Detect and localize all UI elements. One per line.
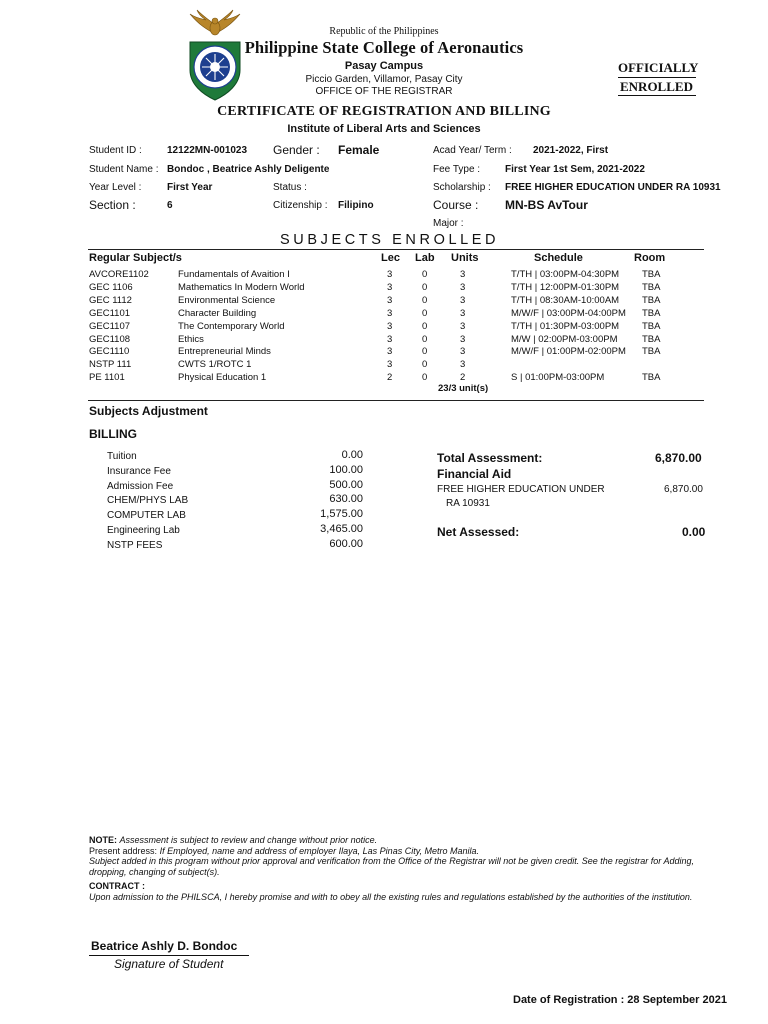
student-id-value: 12122MN-001023 — [167, 145, 248, 156]
section-label: Section : — [89, 198, 136, 212]
subject-title: Environmental Science — [178, 294, 276, 306]
subject-lab: 0 — [422, 333, 428, 345]
subject-schedule: T/TH | 01:30PM-03:00PM — [511, 320, 620, 332]
aid-item-amount: 6,870.00 — [664, 484, 703, 495]
course-value: MN-BS AvTour — [505, 198, 588, 212]
subject-row — [0, 346, 768, 359]
subjects-top-rule — [88, 249, 704, 250]
subject-title: The Contemporary World — [178, 320, 285, 332]
subject-title: Entrepreneurial Minds — [178, 346, 271, 358]
subject-lec: 3 — [387, 307, 393, 319]
subject-lec: 3 — [387, 346, 393, 358]
scholarship-label: Scholarship : — [433, 182, 491, 193]
subject-room: TBA — [642, 269, 661, 280]
subject-code: GEC1108 — [89, 333, 131, 345]
subject-code: AVCORE1102 — [89, 269, 149, 280]
subject-code: GEC 1106 — [89, 281, 133, 293]
subject-code: GEC1107 — [89, 320, 131, 332]
subject-row — [0, 334, 768, 347]
subject-units: 3 — [460, 320, 466, 332]
republic-line: Republic of the Philippines — [329, 26, 439, 37]
header-units: Units — [451, 252, 479, 264]
fee-label: CHEM/PHYS LAB — [107, 495, 189, 507]
citizenship-label: Citizenship : — [273, 200, 328, 211]
fee-label: NSTP FEES — [107, 539, 163, 551]
subject-credit-text: Subject added in this program without prior approval and verification from the Office of the Registrar will not be given credit. See the registrar for Adding, dropping, changing of subject(s). — [89, 856, 694, 877]
subject-room: TBA — [642, 346, 661, 358]
subject-units: 3 — [460, 346, 466, 358]
header-schedule: Schedule — [534, 252, 583, 264]
acad-year-value: 2021-2022, First — [533, 145, 609, 156]
campus-name: Pasay Campus — [344, 60, 424, 72]
fee-label: Insurance Fee — [107, 465, 171, 477]
student-signature-name: Beatrice Ashly D. Bondoc — [91, 939, 238, 953]
subject-lec: 2 — [387, 372, 393, 384]
student-name-value: Bondoc , Beatrice Ashly Deligente — [167, 164, 330, 175]
campus-address: Piccio Garden, Villamor, Pasay City — [305, 74, 463, 85]
gender-label: Gender : — [273, 143, 320, 157]
subject-room: TBA — [642, 307, 661, 319]
student-name-label: Student Name : — [89, 164, 159, 175]
subject-lec: 3 — [387, 269, 393, 280]
status-stamp-line2: ENROLLED — [620, 79, 693, 94]
fee-amount: 600.00 — [329, 537, 363, 550]
subject-lab: 0 — [422, 294, 428, 306]
financial-aid-label: Financial Aid — [437, 467, 512, 481]
subject-room: TBA — [642, 372, 661, 384]
subject-lec: 3 — [387, 333, 393, 345]
status-stamp-line1: OFFICIALLY — [618, 60, 699, 75]
subject-schedule: M/W | 02:00PM-03:00PM — [511, 333, 618, 345]
fee-label: Engineering Lab — [107, 525, 180, 536]
note-line — [89, 835, 699, 846]
subject-units: 3 — [460, 359, 466, 371]
subject-credit-note — [89, 856, 699, 877]
total-assessment-label: Total Assessment: — [437, 451, 543, 465]
subject-title: Physical Education 1 — [178, 372, 267, 384]
subject-row — [0, 359, 768, 372]
note-label: NOTE: — [89, 835, 117, 845]
subject-schedule: T/TH | 08:30AM-10:00AM — [511, 294, 620, 306]
section-value: 6 — [167, 200, 173, 211]
fee-amount: 500.00 — [329, 478, 363, 491]
subject-code: GEC1110 — [89, 346, 130, 358]
citizenship-value: Filipino — [338, 200, 374, 211]
subject-units: 2 — [460, 372, 466, 384]
signature-line — [89, 955, 249, 956]
present-address-text: If Employed, name and address of employer Ilaya, Las Pinas City, Metro Manila. — [159, 846, 480, 856]
subject-lab: 0 — [422, 359, 428, 371]
fee-label: Admission Fee — [107, 480, 174, 492]
fee-type-value: First Year 1st Sem, 2021-2022 — [505, 164, 645, 175]
subject-units: 3 — [460, 307, 466, 319]
net-assessed-label: Net Assessed: — [437, 525, 520, 539]
fee-amount: 1,575.00 — [320, 508, 363, 521]
subject-lec: 3 — [387, 294, 393, 306]
subject-title: CWTS 1/ROTC 1 — [178, 359, 252, 371]
total-assessment-value: 6,870.00 — [655, 451, 702, 465]
subject-units: 3 — [460, 281, 466, 293]
office-name: OFFICE OF THE REGISTRAR — [315, 86, 453, 97]
stamp-divider — [618, 95, 696, 96]
subject-schedule: S | 01:00PM-03:00PM — [511, 372, 605, 384]
subject-lab: 0 — [422, 346, 428, 358]
fee-row — [0, 537, 400, 555]
billing-heading: BILLING — [89, 427, 137, 441]
subject-schedule: T/TH | 12:00PM-01:30PM — [511, 281, 620, 293]
subject-code: NSTP 111 — [89, 359, 132, 371]
subject-row — [0, 308, 768, 321]
subject-title: Mathematics In Modern World — [178, 281, 305, 293]
fee-label: Tuition — [107, 451, 137, 462]
stamp-divider — [618, 77, 696, 78]
subject-lab: 0 — [422, 307, 428, 319]
note-text: Assessment is subject to review and change without prior notice. — [119, 835, 378, 845]
year-level-value: First Year — [167, 182, 213, 193]
subjects-enrolled-title: SUBJECTS ENROLLED — [280, 232, 500, 248]
aid-item-line1: FREE HIGHER EDUCATION UNDER — [437, 484, 605, 495]
header-room: Room — [634, 252, 666, 264]
subject-title: Fundamentals of Avaition I — [178, 269, 290, 280]
institute-name: Institute of Liberal Arts and Sciences — [287, 123, 481, 135]
subject-units: 3 — [460, 269, 466, 280]
college-name: Philippine State College of Aeronautics — [244, 38, 524, 57]
net-assessed-value: 0.00 — [682, 525, 706, 539]
subject-schedule: T/TH | 03:00PM-04:30PM — [511, 269, 620, 280]
subject-room: TBA — [642, 281, 661, 293]
fee-amount: 3,465.00 — [320, 523, 363, 535]
subject-room: TBA — [642, 294, 661, 306]
certificate-title: CERTIFICATE OF REGISTRATION AND BILLING — [217, 104, 551, 119]
subject-row — [0, 321, 768, 334]
header-subject: Regular Subject/s — [89, 252, 182, 264]
subject-units: 3 — [460, 333, 466, 345]
subjects-bottom-rule — [88, 400, 704, 401]
header-lec: Lec — [381, 252, 400, 264]
student-id-label: Student ID : — [89, 145, 142, 156]
present-address-label: Present address: — [89, 846, 158, 856]
course-label: Course : — [433, 198, 479, 212]
subject-lab: 0 — [422, 372, 428, 384]
status-label: Status : — [273, 182, 307, 193]
subject-lec: 3 — [387, 320, 393, 332]
subject-lab: 0 — [422, 269, 428, 280]
present-address-line — [89, 846, 699, 857]
contract-text-block — [89, 892, 699, 903]
signature-caption: Signature of Student — [114, 957, 224, 971]
header-lab: Lab — [415, 252, 435, 264]
fee-amount: 100.00 — [329, 463, 363, 476]
subject-lec: 3 — [387, 281, 393, 293]
subject-title: Character Building — [178, 307, 257, 319]
subject-lab: 0 — [422, 320, 428, 332]
acad-year-label: Acad Year/ Term : — [433, 145, 512, 156]
aid-item-line2: RA 10931 — [446, 498, 490, 509]
date-of-registration: Date of Registration : 28 September 2021 — [513, 994, 727, 1006]
subject-schedule: M/W/F | 03:00PM-04:00PM — [511, 307, 626, 319]
fee-amount: 0.00 — [341, 449, 363, 461]
subject-lab: 0 — [422, 281, 428, 293]
subject-title: Ethics — [178, 333, 204, 345]
fee-type-label: Fee Type : — [433, 164, 481, 175]
subject-room: TBA — [642, 333, 661, 345]
subject-code: PE 1101 — [89, 372, 125, 384]
subject-schedule: M/W/F | 01:00PM-02:00PM — [511, 346, 626, 358]
scholarship-value: FREE HIGHER EDUCATION UNDER RA 10931 — [505, 182, 721, 193]
total-units: 23/3 unit(s) — [438, 383, 489, 394]
subject-row — [0, 282, 768, 295]
subjects-adjustment-heading: Subjects Adjustment — [89, 404, 208, 418]
contract-text: Upon admission to the PHILSCA, I hereby promise and with to obey all the existing rules and regulations established by the authorities of the institution. — [89, 892, 693, 902]
subject-lec: 3 — [387, 359, 393, 371]
subject-row — [0, 269, 768, 282]
subject-units: 3 — [460, 294, 466, 306]
fee-label: COMPUTER LAB — [107, 510, 186, 522]
subject-code: GEC1101 — [89, 307, 131, 319]
fee-amount: 630.00 — [329, 493, 363, 506]
gender-value: Female — [338, 143, 380, 157]
subject-row — [0, 295, 768, 308]
major-label: Major : — [433, 218, 464, 229]
contract-label — [89, 881, 699, 892]
year-level-label: Year Level : — [89, 182, 142, 193]
contract-label-text: CONTRACT : — [89, 881, 145, 891]
subject-code: GEC 1112 — [89, 294, 132, 306]
subject-room: TBA — [642, 320, 661, 332]
subject-row — [0, 372, 768, 385]
